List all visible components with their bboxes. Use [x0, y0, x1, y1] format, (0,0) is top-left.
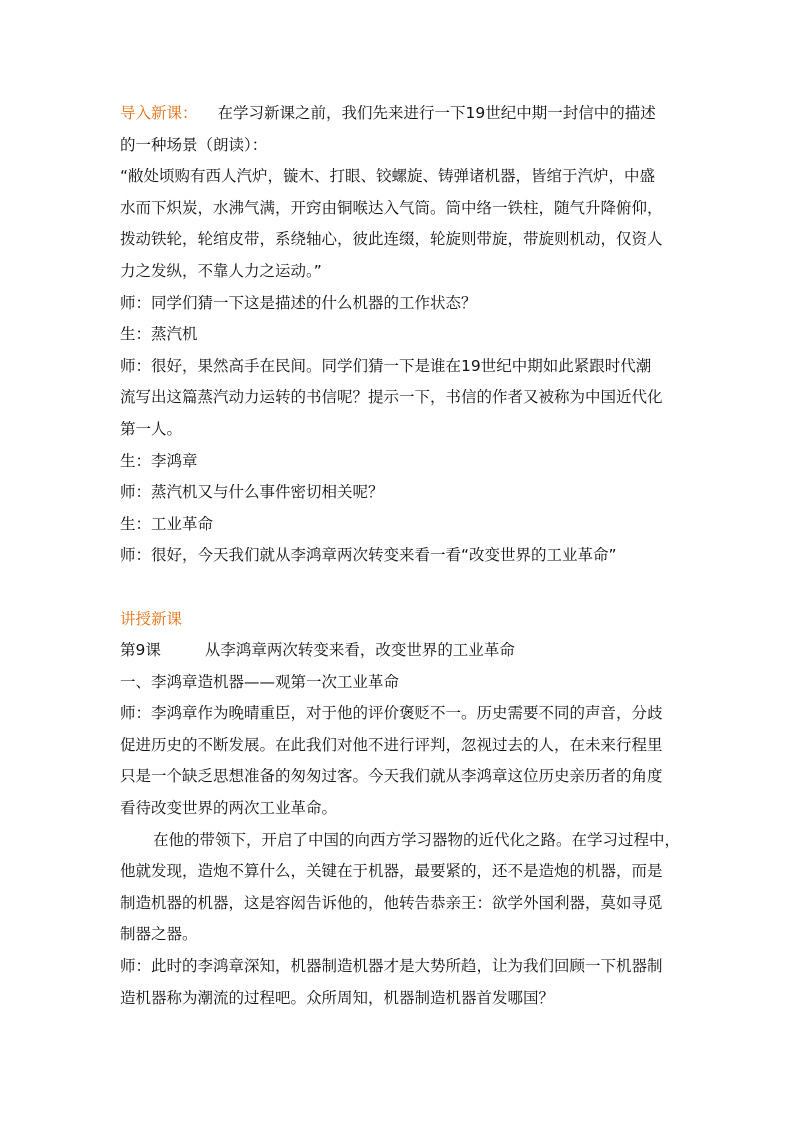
intro-label: 导入新课：: [120, 104, 198, 122]
section-spacer: [120, 572, 680, 604]
lesson-title-line: [120, 635, 680, 667]
intro-first-line: [120, 98, 680, 130]
dialogue-line: 师：同学们猜一下这是描述的什么机器的工作状态？: [120, 293, 477, 312]
intro-text: 在学习新课之前，我们先来进行一下19世纪中期一封信中的描述: [217, 104, 656, 122]
paragraph-line: 师：此时的李鸿章深知，机器制造机器才是大势所趋，让为我们回顾一下机器制: [120, 957, 663, 976]
dialogue-line: 师：很好，果然高手在民间。同学们猜一下是谁在19世纪中期如此紧跟时代潮: [120, 356, 652, 375]
intro-text-line: 的一种场景（朗读）：: [120, 135, 268, 154]
dialogue-line: 师：蒸汽机又与什么事件密切相关呢？: [120, 483, 384, 502]
dialogue-line: 生：工业革命: [120, 514, 214, 533]
quote-line: “敝处顷购有西人汽炉，镟木、打眼、铰螺旋、铸弹诸机器，皆绾于汽炉，中盛: [120, 167, 656, 186]
lesson-number: 第9课: [120, 641, 161, 660]
quote-line: 拨动铁轮，轮绾皮带，系绕轴心，彼此连缀，轮旋则带旋，带旋则机动，仅资人: [120, 230, 663, 249]
lecture-heading: 讲授新课: [120, 609, 183, 628]
dialogue-line: 流写出这篇蒸汽动力运转的书信呢？提示一下，书信的作者又被称为中国近代化: [120, 388, 663, 407]
paragraph-line: 他就发现，造炮不算什么，关键在于机器，最要紧的，还不是造炮的机器，而是: [120, 862, 663, 881]
quote-line: 力之发纵，不靠人力之运动。”: [120, 261, 322, 280]
paragraph-line: 看待改变世界的两次工业革命。: [120, 799, 338, 818]
paragraph-line: 在他的带领下，开启了中国的向西方学习器物的近代化之路。在学习过程中，: [153, 830, 681, 849]
paragraph-line: 制器之器。: [120, 925, 198, 944]
paragraph-line: 制造机器的机器，这是容闳告诉他的，他转告恭亲王：欲学外国利器，莫如寻觅: [120, 893, 663, 912]
dialogue-line: 生：李鸿章: [120, 451, 198, 470]
document-body: [120, 98, 680, 1014]
lesson-title: 从李鸿章两次转变来看，改变世界的工业革命: [204, 641, 515, 660]
section-heading: 一、李鸿章造机器——观第一次工业革命: [120, 672, 400, 691]
quote-line: 水而下炽炭，水沸气满，开窍由铜喉达入气筒。筒中络一铁柱，随气升降俯仰，: [120, 198, 663, 217]
paragraph-line: 师：李鸿章作为晚晴重臣，对于他的评价褒贬不一。历史需要不同的声音，分歧: [120, 704, 663, 723]
paragraph-line: 促进历史的不断发展。在此我们对他不进行评判，忽视过去的人，在未来行程里: [120, 735, 663, 754]
dialogue-line: 师：很好，今天我们就从李鸿章两次转变来看一看“改变世界的工业革命”: [120, 546, 617, 565]
paragraph-line: 造机器称为潮流的过程吧。众所周知，机器制造机器首发哪国？: [120, 988, 555, 1007]
dialogue-line: 生：蒸汽机: [120, 325, 198, 344]
dialogue-line: 第一人。: [120, 419, 183, 438]
paragraph-line: 只是一个缺乏思想准备的匆匆过客。今天我们就从李鸿章这位历史亲历者的角度: [120, 767, 663, 786]
